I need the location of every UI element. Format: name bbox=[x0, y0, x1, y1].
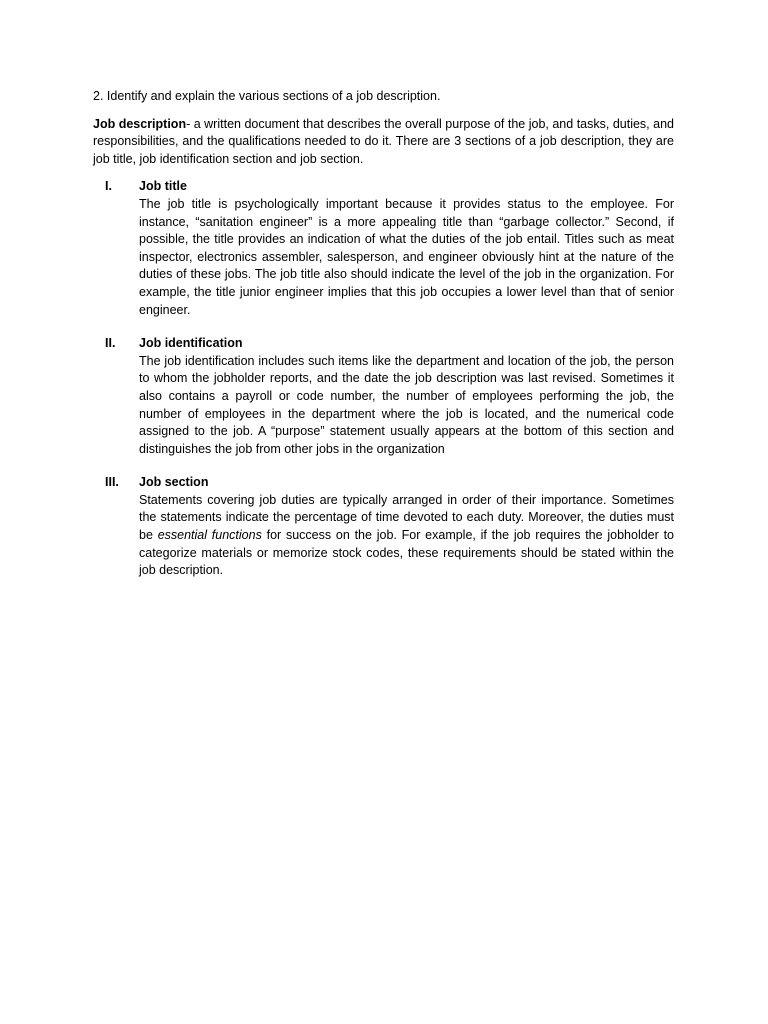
section-body-before: Statements covering job duties are typically arranged in order of their importance. Sometimes the statements indicate the percentage of time devoted to each duty. Moreover, the duties must be bbox=[139, 492, 674, 543]
section-body-emphasis: essential functions bbox=[157, 528, 262, 543]
section-heading: Job identification bbox=[139, 336, 243, 351]
section-numeral: I. bbox=[105, 179, 112, 194]
section-job-section bbox=[93, 474, 674, 580]
section-body: The job identification includes such items like the department and location of the job, the person to whom the jobholder reports, and the date the job description was last revised. Sometimes it also contains a payroll or code number, the number of employees performing the job, the number of employees in the department where the job is located, and the numerical code assigned to the job. A “purpose” statement usually appears at the bottom of this section and distinguishes the job from other jobs in the organization bbox=[139, 353, 674, 456]
intro-term: Job description bbox=[93, 116, 187, 131]
section-numeral: II. bbox=[105, 336, 116, 351]
intro-paragraph bbox=[93, 116, 674, 169]
section-body: The job title is psychologically important because it provides status to the employee. For instance, “sanitation engineer” is a more appealing title than “garbage collector.” Second, if possible, the title provides an indication of what the duties of the job entail. Titles such as meat inspector, electronics assembler, salesperson, and engineer obviously hint at the nature of the duties of these jobs. The job title also should indicate the level of the job in the organization. For example, the title junior engineer implies that this job occupies a lower level than that of senior engineer. bbox=[139, 196, 674, 317]
section-job-title bbox=[93, 178, 674, 319]
section-body-after: for success on the job. For example, if the job requires the jobholder to categorize materials or memorize stock codes, these requirements should be stated within the job description. bbox=[139, 528, 674, 578]
document-page bbox=[93, 88, 674, 596]
intro-text: - a written document that describes the overall purpose of the job, and tasks, duties, and responsibilities, and the qualifications needed to do it. There are 3 sections of a job description, they are job title, job identification section and job section. bbox=[93, 116, 674, 166]
section-numeral: III. bbox=[105, 475, 119, 490]
section-job-identification bbox=[93, 335, 674, 458]
section-heading: Job title bbox=[139, 179, 187, 194]
section-body bbox=[139, 492, 674, 580]
question-heading: 2. Identify and explain the various sections of a job description. bbox=[93, 89, 441, 103]
sections-list bbox=[93, 178, 674, 579]
section-heading: Job section bbox=[139, 475, 209, 490]
